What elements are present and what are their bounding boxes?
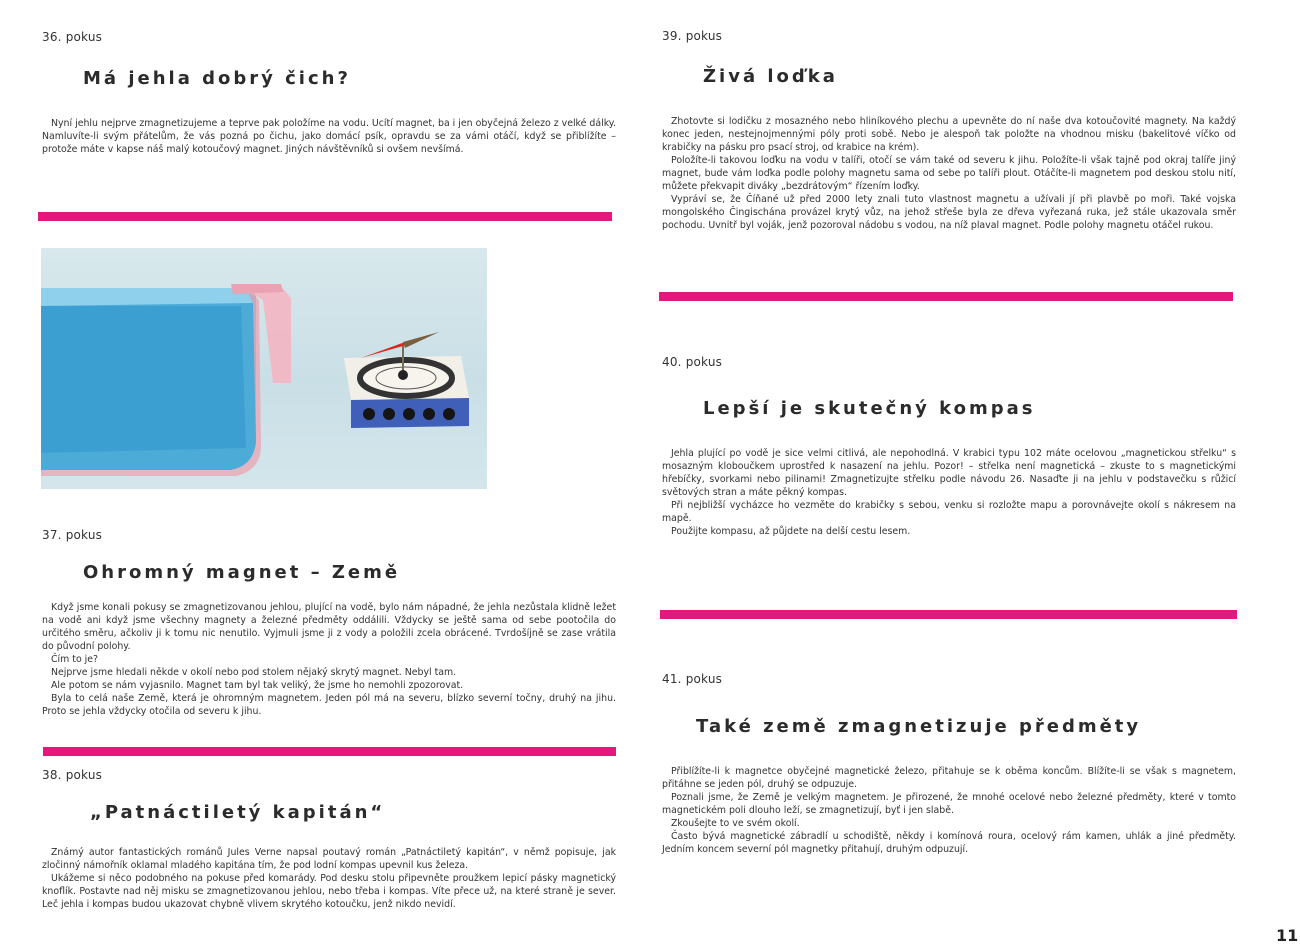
section-41-title: Také země zmagnetizuje předměty: [696, 716, 1142, 737]
section-40-paragraph: Při nejbližší vycházce ho vezměte do krabičky s sebou, venku si rozložte mapu a porovnávejte okolí s nákresem na mapě.: [662, 500, 1236, 524]
section-39-paragraph: Položíte-li takovou loďku na vodu v talíři, otočí se vám také od severu k jihu. Položíte-li však tajně pod okraj talíře jiný magnet, bude vám loďka podle polohy magnetu sama od sebe po talíři plout. Otáčíte-li magnetem pod deskou stolu nití, můžete překvapit diváky „bezdrátovým“ řízením loďky.: [662, 155, 1236, 192]
section-38-body: [42, 846, 616, 911]
section-39-paragraph: Zhotovte si lodičku z mosazného nebo hliníkového plechu a upevněte do ní naše dva kotoučovité magnety. Na každý konec jeden, nestejnojmennými póly proti sobě. Nebo je alespoň tak položte na vhodnou misku (bakelitové víčko od krabičky na pásku pro psací stroj, od krabice na krém).: [662, 116, 1236, 153]
page-number: 11: [1276, 926, 1299, 945]
section-38-paragraph: Ukážeme si něco podobného na pokuse před komarády. Pod desku stolu připevněte proužkem lepicí pásky magnetický knoflík. Postavte nad něj misku se zmagnetizovanou jehlou, nebo třeba i kompas. Víte přece už, na které straně je sever. Leč jehla i kompas budou ukazovat chybně vlivem skrytého kotoučku, jenž nikdo nevidí.: [42, 873, 616, 910]
section-37-paragraph: Byla to celá naše Země, která je ohromným magnetem. Jeden pól má na severu, blízko severní točny, druhý na jihu. Proto se jehla vždycky otočila od severu k jihu.: [42, 693, 616, 717]
section-36-body: [42, 117, 616, 156]
section-41-paragraph: Poznali jsme, že Země je velkým magnetem. Je přirozené, že mnohé ocelové nebo železné předměty, které v tomto magnetickém poli dlouho leží, se zmagnetizují, byť i jen slabě.: [662, 792, 1236, 816]
section-38-number: 38. pokus: [42, 768, 103, 782]
section-41-body: [662, 765, 1236, 856]
section-41-paragraph: Zkoušejte to ve svém okolí.: [671, 818, 800, 829]
section-37-body: [42, 601, 616, 718]
section-37-title: Ohromný magnet – Země: [83, 562, 401, 583]
section-41-paragraph: Přiblížíte-li k magnetce obyčejné magnetické železo, přitahuje se k oběma koncům. Blížíte-li se však s magnetem, přitáhne se jeden pól, druhý se odpuzuje.: [662, 766, 1236, 790]
section-40-title: Lepší je skutečný kompas: [703, 398, 1036, 419]
divider-bar: [43, 747, 616, 756]
section-37-paragraph: Ale potom se nám vyjasnilo. Magnet tam byl tak veliký, že jsme ho nemohli zpozorovat.: [51, 680, 464, 691]
section-41-paragraph: Často bývá magnetické zábradlí u schodiště, někdy i komínová roura, ocelový rám kamen, uhlák a jiné předměty. Jedním koncem severní pól magnetky přitahují, druhým odpuzují.: [662, 831, 1236, 855]
section-38-paragraph: Známý autor fantastických románů Jules Verne napsal poutavý román „Patnáctiletý kapitán“, v němž popisuje, jak zločinný námořník oklamal mladého kapitána tím, že pod lodní kompas upevnil kus železa.: [42, 847, 616, 871]
section-36-title: Má jehla dobrý čich?: [83, 68, 351, 89]
section-39-title: Živá loďka: [703, 66, 838, 87]
section-37-paragraph: Když jsme konali pokusy se zmagnetizovanou jehlou, plující na vodě, bylo nám nápadné, že jehla nezůstala klidně ležet na vodě ani když jsme všechny magnety a železné předměty oddálili. Vždycky se ještě sama od sebe pootočila do určitého směru, ačkoliv ji k tomu nic nenutilo. Vyjmuli jsme ji z vody a položili zcela obrácené. Tvrdošíjně se zase vrátila do původní polohy.: [42, 602, 616, 652]
section-40-number: 40. pokus: [662, 355, 723, 369]
section-39-paragraph: Vypráví se, že Číňané už před 2000 lety znali tuto vlastnost magnetu a užívali jí při plavbě po moři. Také vojska mongolského Čingischána provázel krytý vůz, na jehož střeše byla ze dřeva vyřezaná ruka, jež stále ukazovala směr pochodu. Uvnitř byl voják, jenž pozoroval nádobu s vodou, na níž plaval magnet. Podle polohy magnetu otáčel rukou.: [662, 194, 1236, 231]
section-39-number: 39. pokus: [662, 29, 723, 43]
section-39-body: [662, 115, 1236, 232]
divider-bar: [659, 292, 1233, 301]
photo-illustration: [41, 248, 487, 489]
divider-bar: [660, 610, 1237, 619]
section-40-body: [662, 447, 1236, 538]
section-36-number: 36. pokus: [42, 30, 103, 44]
section-36-paragraph: Nyní jehlu nejprve zmagnetizujeme a teprve pak položíme na vodu. Ucítí magnet, ba i jen obyčejná železo z velké dálky. Namluvíte-li svým přátelům, že vás pozná po čichu, jako domácí psík, opravdu se za vámi otáčí, když se přiblížíte – protože máte v kapse náš malý kotoučový magnet. Jiných návštěvníků si ovšem nevšímá.: [42, 118, 616, 155]
section-38-title: „Patnáctiletý kapitán“: [90, 802, 386, 823]
section-40-paragraph: Použijte kompasu, až půjdete na delší cestu lesem.: [671, 526, 911, 537]
divider-bar: [38, 212, 612, 221]
section-37-paragraph: Nejprve jsme hledali někde v okolí nebo pod stolem nějaký skrytý magnet. Nebyl tam.: [51, 667, 457, 678]
section-37-number: 37. pokus: [42, 528, 103, 542]
section-37-paragraph: Čím to je?: [51, 654, 99, 665]
section-40-paragraph: Jehla plující po vodě je sice velmi citlivá, ale nepohodlná. V krabici typu 102 máte ocelovou „magnetickou střelku“ s mosazným kloboučkem uprostřed k nasazení na jehlu. Pozor! – střelka není magnetická – zkuste to s magnetickými hřebíčky, svorkami nebo pilinami! Zmagnetizujte střelku podle návodu 26. Nasaďte ji na jehlu v podstavečku s růžicí světových stran a máte pěkný kompas.: [662, 448, 1236, 498]
experiment-photo: [41, 248, 487, 489]
section-41-number: 41. pokus: [662, 672, 723, 686]
